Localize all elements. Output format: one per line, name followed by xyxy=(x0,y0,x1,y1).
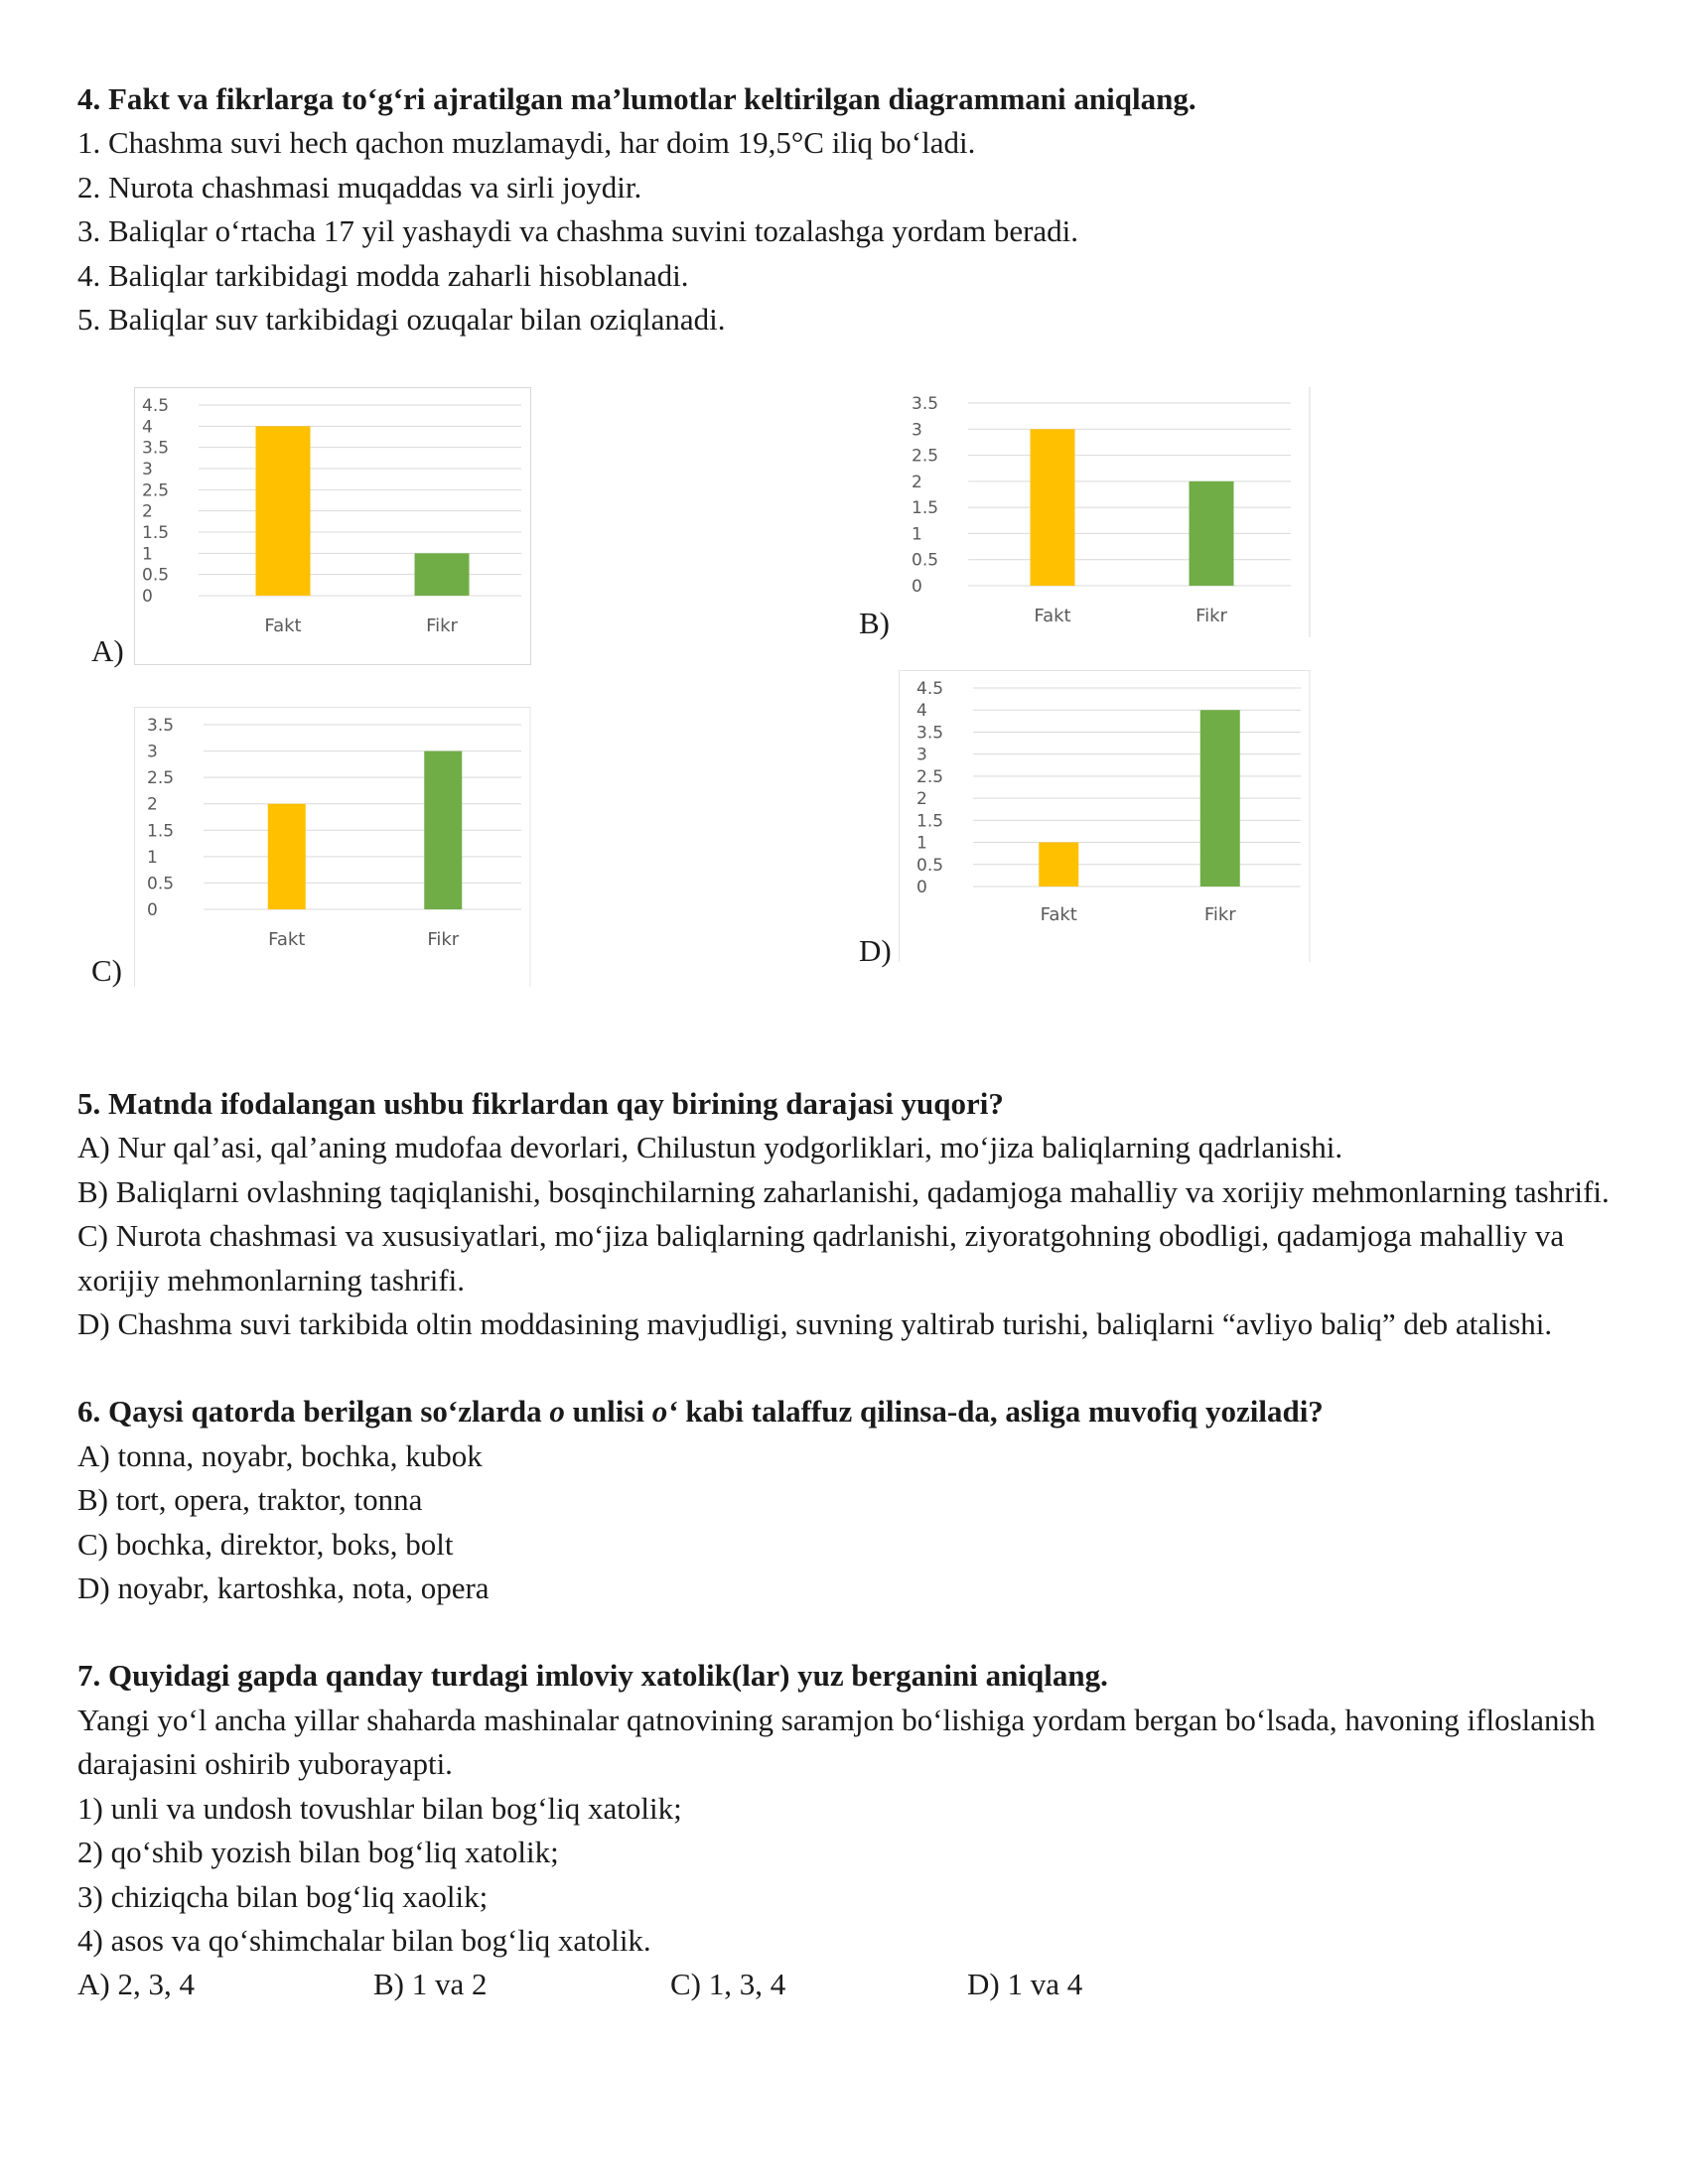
q5-option-b: B) Baliqlarni ovlashning taqiqlanishi, bosqinchilarning zaharlanishi, qadamjoga mahalliy va xorijiy mehmonlarning tashrifi. xyxy=(77,1173,1610,1209)
chart-c xyxy=(134,707,531,992)
chart-a xyxy=(134,387,531,670)
chart-b-xlabel: Fikr xyxy=(1196,606,1227,626)
question-4 xyxy=(77,77,1626,341)
chart-a-ytick: 1 xyxy=(142,544,153,565)
q7-item-1: 1) unli va undosh tovushlar bilan bog‘liq xatolik; xyxy=(77,1790,682,1826)
chart-b xyxy=(894,387,1311,642)
chart-b-ytick: 0.5 xyxy=(912,550,939,571)
q4-item-1: 1. Chashma suvi hech qachon muzlamaydi, har doim 19,5°C iliq bo‘ladi. xyxy=(77,125,976,161)
chart-d-ytick: 0 xyxy=(916,878,927,897)
q7-answer-a: A) 2, 3, 4 xyxy=(77,1967,195,2002)
q4-item-4: 4. Baliqlar tarkibidagi modda zaharli hisoblanadi. xyxy=(77,257,689,293)
chart-c-bar-fakt xyxy=(268,804,306,909)
chart-c-ytick: 2.5 xyxy=(147,768,175,789)
chart-c-bar-fikr xyxy=(424,751,462,909)
questions-5-7 xyxy=(77,1082,1626,2006)
chart-c-ytick: 3 xyxy=(147,742,158,762)
chart-b-xlabel: Fakt xyxy=(1034,606,1071,626)
chart-b-bar-fakt xyxy=(1031,429,1075,586)
q5-option-d: D) Chashma suvi tarkibida oltin moddasining mavjudligi, suvning yaltirab turishi, baliqlarni “avliyo baliq” deb atalishi. xyxy=(77,1306,1553,1342)
chart-a-ytick: 0.5 xyxy=(142,565,170,586)
q6-title-suffix: kabi talaffuz qilinsa-da, asliga muvofiq yoziladi? xyxy=(677,1394,1324,1430)
chart-a-ytick: 4 xyxy=(142,417,153,438)
chart-a-ytick: 1.5 xyxy=(142,523,170,543)
chart-a-xlabel: Fikr xyxy=(426,615,458,636)
q4-item-3: 3. Baliqlar o‘rtacha 17 yil yashaydi va chashma suvini tozalashga yordam beradi. xyxy=(77,213,1079,249)
chart-a-frame xyxy=(135,388,531,665)
chart-c-ytick: 2 xyxy=(147,794,158,815)
chart-a-ytick: 0 xyxy=(142,587,153,607)
chart-d-frame xyxy=(900,671,1311,963)
q7-sentence: Yangi yo‘l ancha yillar shaharda mashinalar qatnovining saramjon bo‘lishiga yordam bergan bo‘lsada, havoning ifloslanish darajasini oshirib yuborayapti. xyxy=(77,1702,1596,1782)
bar-chart-b xyxy=(894,387,1311,637)
chart-a-bar-fakt xyxy=(256,426,311,596)
q6-title-o2: o‘ xyxy=(651,1394,678,1430)
chart-d-ytick: 2 xyxy=(916,789,927,810)
q6-title-mid: unlisi xyxy=(564,1394,652,1430)
q7-answer-d: D) 1 va 4 xyxy=(967,1967,1083,2002)
chart-d-ytick: 4 xyxy=(916,701,927,722)
chart-a-ytick: 2 xyxy=(142,501,153,522)
chart-d-ytick: 0.5 xyxy=(916,855,944,876)
chart-b-ytick: 0 xyxy=(912,577,922,597)
q7-answer-c: C) 1, 3, 4 xyxy=(670,1967,786,2002)
q6-option-b: B) tort, opera, traktor, tonna xyxy=(77,1482,423,1518)
chart-b-label: B) xyxy=(859,606,890,640)
chart-d-xlabel: Fakt xyxy=(1040,904,1077,925)
q6-option-a: A) tonna, noyabr, bochka, kubok xyxy=(77,1437,483,1473)
chart-a-xlabel: Fakt xyxy=(264,615,302,636)
chart-a-bar-fikr xyxy=(415,553,470,596)
chart-a-ytick: 2.5 xyxy=(142,480,170,501)
chart-c-ytick: 1.5 xyxy=(147,821,175,842)
question-4-title: 4. Fakt va fikrlarga to‘g‘ri ajratilgan ma’lumotlar keltirilgan diagrammani aniqlang. xyxy=(77,81,1196,116)
chart-b-ytick: 3.5 xyxy=(912,394,939,414)
chart-c-frame xyxy=(135,708,531,988)
chart-c-ytick: 0.5 xyxy=(147,874,175,894)
q6-option-c: C) bochka, direktor, boks, bolt xyxy=(77,1526,454,1562)
chart-d xyxy=(899,670,1311,967)
chart-c-ytick: 3.5 xyxy=(147,716,175,736)
chart-d-ytick: 1.5 xyxy=(916,811,944,832)
chart-c-xlabel: Fikr xyxy=(427,929,460,950)
chart-d-ytick: 2.5 xyxy=(916,766,944,787)
chart-d-ytick: 4.5 xyxy=(916,679,944,699)
chart-d-bar-fakt xyxy=(1039,843,1078,887)
bar-chart-a xyxy=(134,387,531,665)
q5-option-c: C) Nurota chashmasi va xususiyatlari, mo‘jiza baliqlarning qadrlanishi, ziyoratgohning obodligi, qadamjoga mahalliy va xorijiy mehmonlarning tashrifi. xyxy=(77,1218,1565,1297)
chart-d-ytick: 3.5 xyxy=(916,723,944,744)
chart-d-ytick: 3 xyxy=(916,745,927,765)
q7-item-2: 2) qo‘shib yozish bilan bog‘liq xatolik; xyxy=(77,1835,559,1870)
chart-b-ytick: 1 xyxy=(912,524,922,545)
chart-c-ytick: 0 xyxy=(147,900,158,920)
chart-b-ytick: 2 xyxy=(912,472,922,492)
chart-a-ytick: 3.5 xyxy=(142,438,170,459)
question-7-title: 7. Quyidagi gapda qanday turdagi imloviy xatolik(lar) yuz berganini aniqlang. xyxy=(77,1658,1108,1694)
q6-title-o: o xyxy=(549,1394,565,1430)
q6-title-prefix: 6. Qaysi qatorda berilgan so‘zlarda xyxy=(77,1394,550,1430)
chart-c-ytick: 1 xyxy=(147,847,158,868)
bar-chart-d xyxy=(899,670,1311,962)
chart-c-xlabel: Fakt xyxy=(268,929,306,950)
chart-b-ytick: 1.5 xyxy=(912,498,939,519)
chart-a-label: A) xyxy=(91,633,124,668)
q6-option-d: D) noyabr, kartoshka, nota, opera xyxy=(77,1570,490,1606)
q4-item-2: 2. Nurota chashmasi muqaddas va sirli joydir. xyxy=(77,169,642,205)
question-5-title: 5. Matnda ifodalangan ushbu fikrlardan qay birining darajasi yuqori? xyxy=(77,1086,1004,1121)
question-6-title xyxy=(77,1390,1626,1433)
q4-item-5: 5. Baliqlar suv tarkibidagi ozuqalar bilan oziqlanadi. xyxy=(77,302,726,338)
chart-b-ytick: 2.5 xyxy=(912,446,939,467)
chart-d-xlabel: Fikr xyxy=(1203,904,1236,925)
chart-d-bar-fikr xyxy=(1200,710,1240,887)
q5-option-a: A) Nur qal’asi, qal’aning mudofaa devorlari, Chilustun yodgorliklari, mo‘jiza baliqlarning qadrlanishi. xyxy=(77,1130,1343,1165)
q7-item-3: 3) chiziqcha bilan bog‘liq xaolik; xyxy=(77,1878,489,1914)
chart-d-label: D) xyxy=(859,933,892,968)
chart-a-ytick: 3 xyxy=(142,460,153,479)
chart-b-bar-fikr xyxy=(1190,481,1234,586)
bar-chart-c xyxy=(134,707,531,987)
chart-a-ytick: 4.5 xyxy=(142,396,170,416)
q7-answer-b: B) 1 va 2 xyxy=(373,1967,488,2002)
q7-item-4: 4) asos va qo‘shimchalar bilan bog‘liq xatolik. xyxy=(77,1922,651,1958)
chart-d-ytick: 1 xyxy=(916,833,927,854)
chart-c-label: C) xyxy=(91,953,122,988)
q7-answers xyxy=(77,1963,1626,2006)
chart-b-ytick: 3 xyxy=(912,420,922,441)
